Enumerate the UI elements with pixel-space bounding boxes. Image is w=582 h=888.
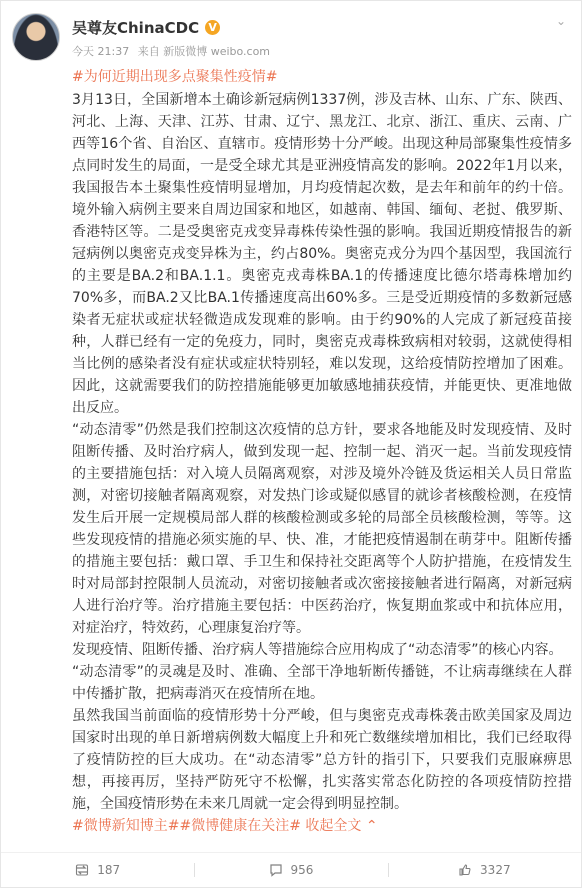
action-bar [1, 852, 581, 887]
paragraph: 3月13日，全国新增本土确诊新冠病例1337例，涉及吉林、山东、广东、陕西、河北、上海、天津、江苏、甘肃、辽宁、黑龙江、北京、浙江、重庆、云南、广西等16个省、自治区、直辖市。疫情形势十分严峻。出现这种局部聚集性疫情多点同时发生的局面，一是受全球尤其是亚洲疫情高发的影响。2022年1月以来，我国报告本土聚集性疫情明显增加，月均疫情起次数，是去年和前年的约十倍。境外输入病例主要来自周边国家和地区，如越南、韩国、缅甸、老挝、俄罗斯、香港特区等。二是受奥密克戎变异毒株传染性强的影响。我国近期疫情报告的新冠病例以奥密克戎变异株为主，约占80%。奥密克戎分为四个基因型，我国流行的主要是BA.2和BA.1.1。奥密克戎毒株BA.1的传播速度比德尔塔毒株增加约70%多，而BA.2又比BA.1传播速度高出60%多。三是受近期疫情的多数新冠感染者无症状或症状轻微造成发现难的影响。由于约90%的人完成了新冠疫苗接种，人群已经有一定的免疫力，同时，奥密克戎毒株致病相对较弱，这就使得相当比例的感染者没有症状或症状特别轻，难以发现，这给疫情防控增加了困难。因此，这就需要我们的防控措施能够更加敏感地捕获疫情，并能更快、更准地做出反应。 [72, 92, 572, 416]
post-header [12, 13, 572, 61]
avatar[interactable] [12, 13, 60, 61]
repost-icon [75, 863, 89, 877]
like-count: 3327 [480, 863, 511, 877]
topic-tag[interactable]: #微博新知博主# [72, 818, 180, 834]
verified-badge-icon: V [205, 20, 220, 35]
post-content [72, 89, 572, 837]
chevron-up-icon[interactable]: ⌃ [365, 818, 378, 834]
post-time[interactable]: 今天 21:37 [72, 45, 130, 58]
paragraph: 虽然我国当前面临的疫情形势十分严峻，但与奥密克戎毒株袭击欧美国家及周边国家时出现的单日新增病例数大幅度上升和死亡数继续增加相比，我们已经取得了疫情防控的巨大成功。在“动态清零”总方针的指引下，只要我们克服麻痹思想，再接再厉，坚持严防死守不松懈，扎实落实常态化防控的各项疫情防控措施，全国疫情形势在未来几周就一定会得到明显控制。 [72, 708, 572, 812]
author-name[interactable]: 吴尊友ChinaCDC [72, 18, 200, 37]
hashtag-title[interactable]: #为何近期出现多点聚集性疫情# [72, 69, 278, 85]
comment-button[interactable] [194, 853, 387, 887]
paragraph: “动态清零”的灵魂是及时、准确、全部干净地斩断传播链，不让病毒继续在人群中传播扩散，把病毒消灭在疫情所在地。 [72, 664, 572, 702]
like-button[interactable] [388, 853, 581, 887]
thumbs-up-icon [458, 863, 472, 877]
repost-button[interactable] [1, 853, 194, 887]
paragraph: 发现疫情、阻断传播、治疗病人等措施综合应用构成了“动态清零”的核心内容。 [72, 642, 563, 658]
post-meta [72, 43, 275, 59]
repost-count: 187 [97, 863, 121, 877]
collapse-link[interactable]: 收起全文 [305, 818, 362, 834]
comment-icon [269, 863, 283, 877]
author-row [72, 17, 220, 37]
post-menu-chevron-down-icon[interactable]: ⌄ [556, 14, 567, 28]
topic-tag[interactable]: #微博健康在关注# [179, 818, 301, 834]
topic-tags [72, 815, 572, 837]
comment-count: 956 [290, 863, 314, 877]
post-source: 来自 新版微博 weibo.com [137, 45, 271, 58]
paragraph: “动态清零”仍然是我们控制这次疫情的总方针，要求各地能及时发现疫情、及时阻断传播、及时治疗病人，做到发现一起、控制一起、消灭一起。当前发现疫情的主要措施包括：对入境人员隔离观察，对涉及境外冷链及货运相关人员日常监测，对密切接触者隔离观察，对发热门诊或疑似感冒的就诊者核酸检测，在疫情发生后开展一定规模局部人群的核酸检测或多轮的局部全员核酸检测，等等。这些发现疫情的措施必须实施的早、快、准，才能把疫情遏制在萌芽中。阻断传播的措施主要包括：戴口罩、手卫生和保持社交距离等个人防护措施，在疫情发生时对局部封控限制人员流动，对密切接触者或次密接接触者进行隔离，对新冠病人进行治疗等。治疗措施主要包括：中医药治疗，恢复期血浆或中和抗体应用，对症治疗，特效药，心理康复治疗等。 [72, 422, 572, 636]
